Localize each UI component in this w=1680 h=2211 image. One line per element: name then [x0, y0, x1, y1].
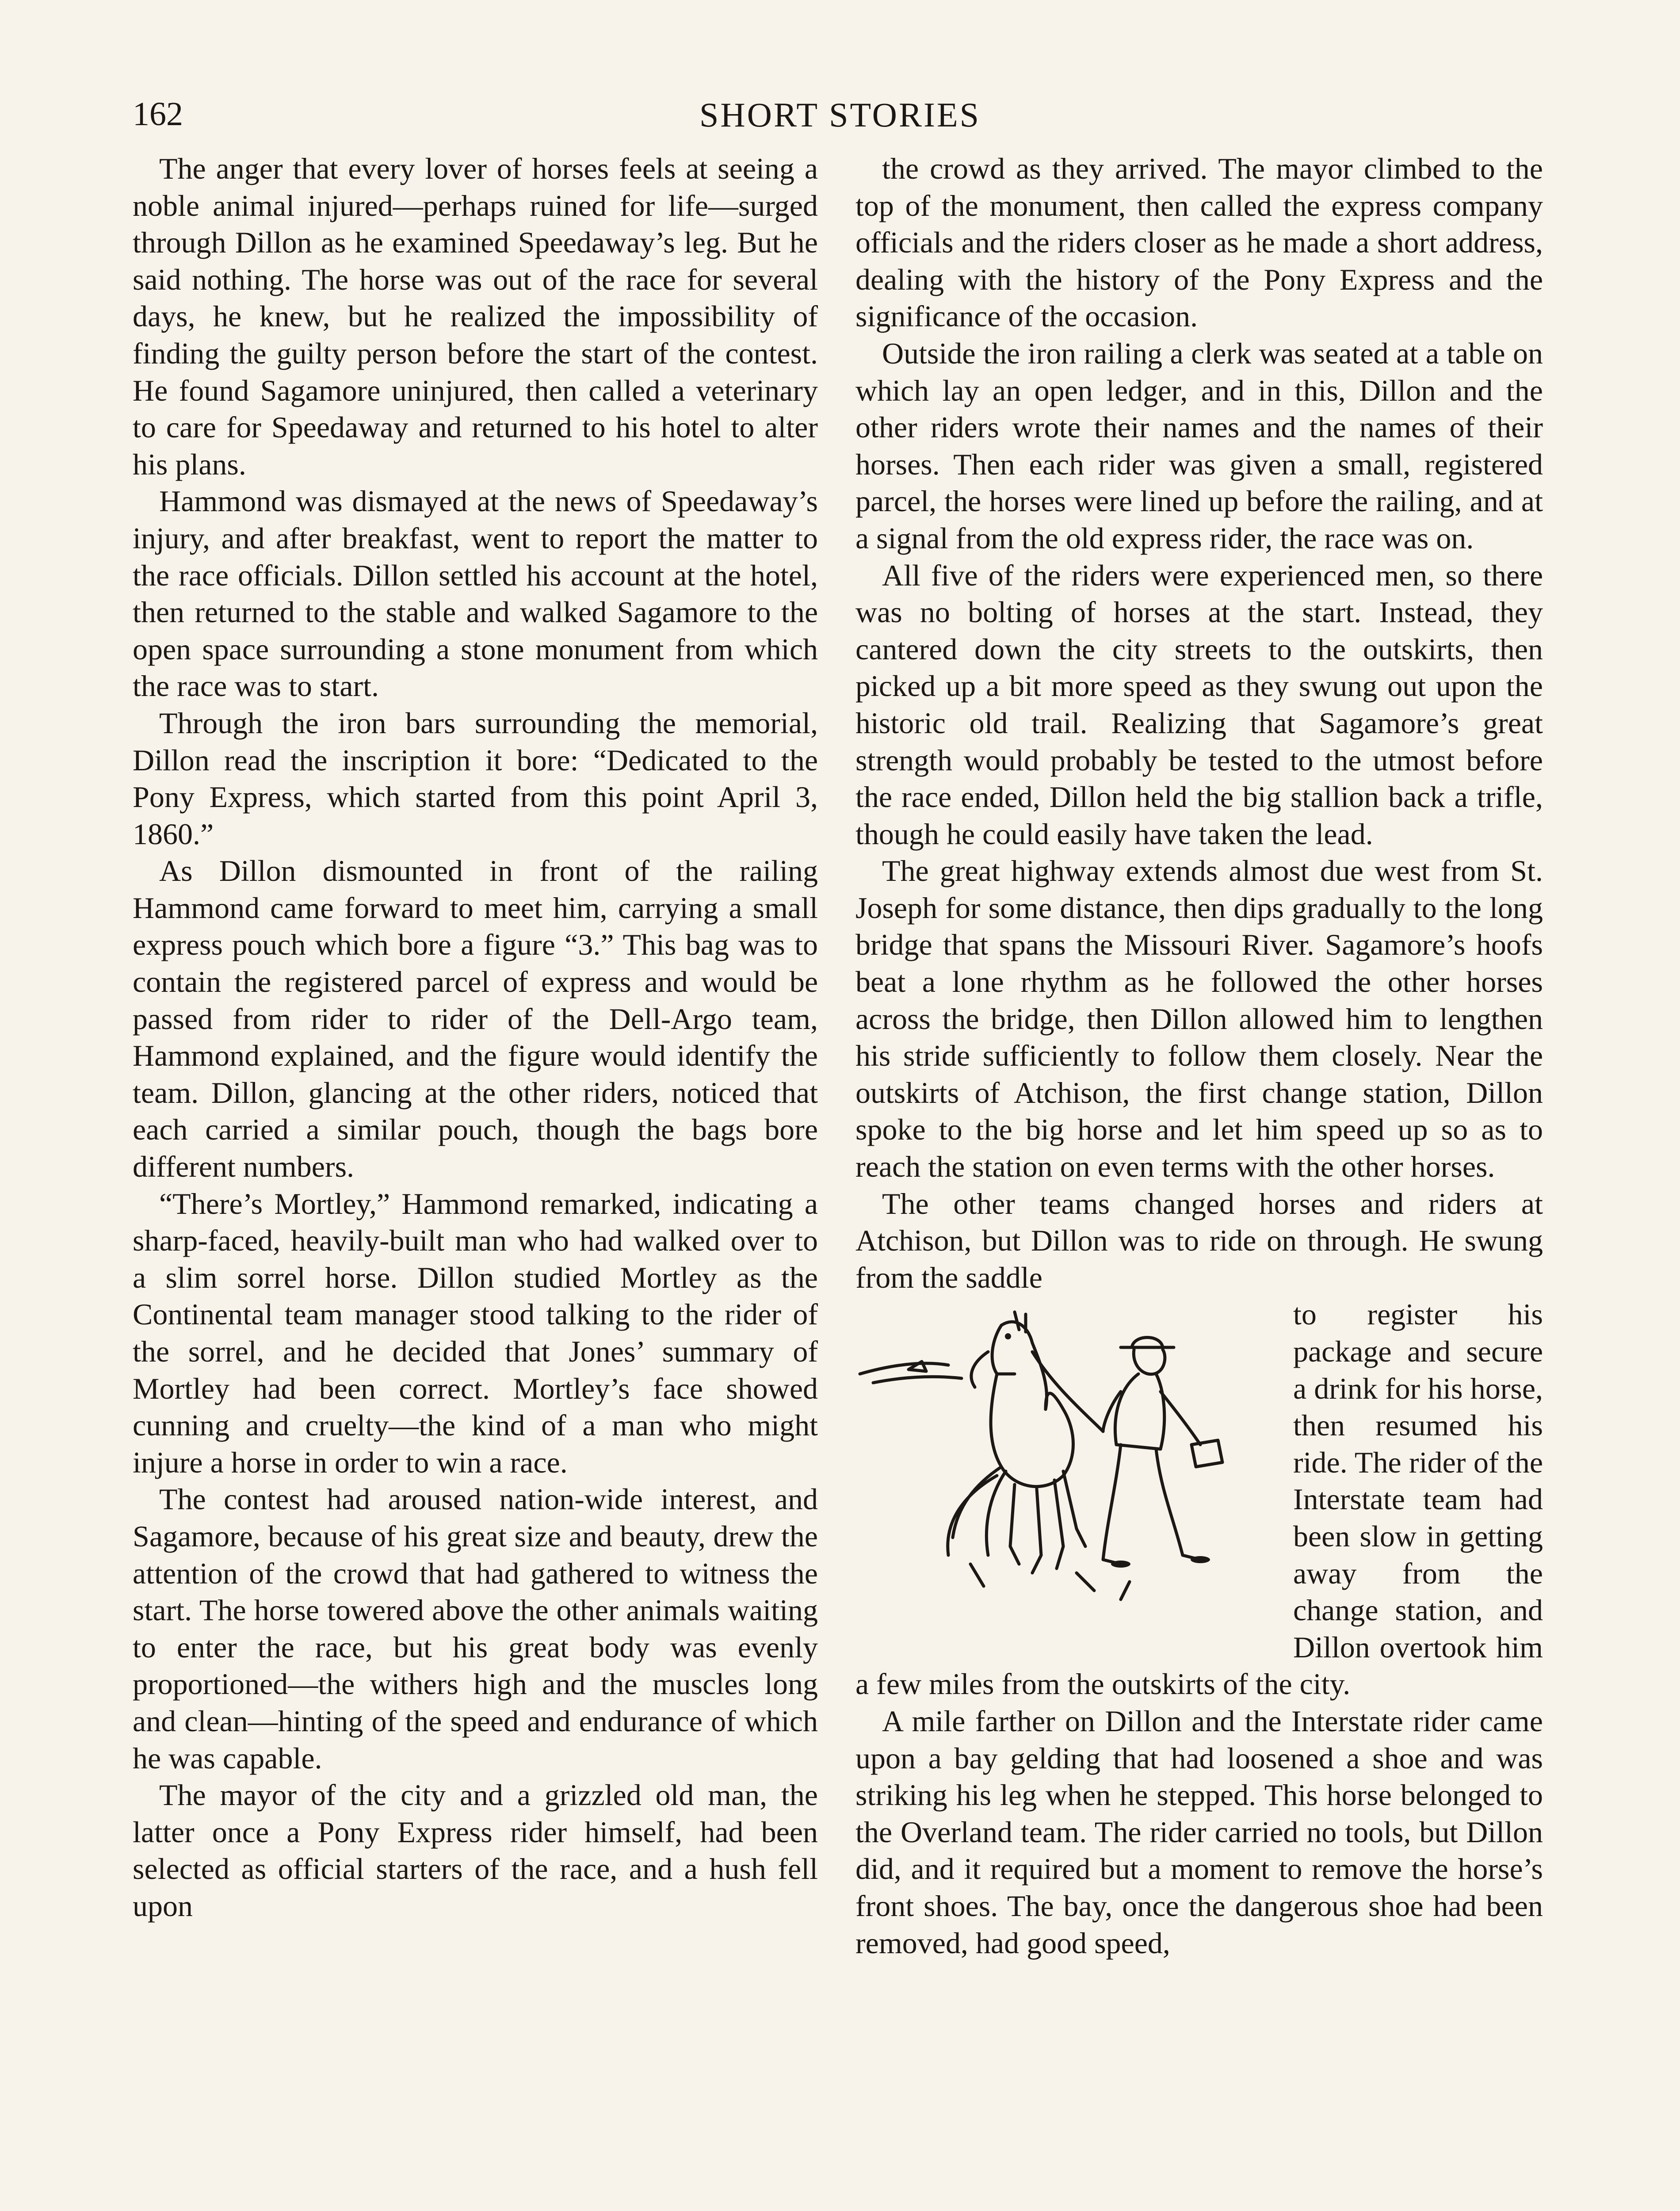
- paragraph: The mayor of the city and a grizzled old man, the latter once a Pony Express rider himself, had been selected as official starters of the race, and a hush fell upon: [133, 1778, 818, 1923]
- paragraph: The other teams changed horses and riders at Atchison, but Dillon was to ride on through. He swung from the saddle: [855, 1186, 1543, 1294]
- horse-and-rider-illustration: [855, 1299, 1275, 1635]
- paragraph: Hammond was dismayed at the news of Speedaway’s injury, and after breakfast, went to report the matter to the race officials. Dillon settled his account at the hotel, then returned to the stable and walked Sagamore to the open space surrounding a stone monument from which the race was to start.: [133, 484, 818, 703]
- paragraph: As Dillon dismounted in front of the railing Hammond came forward to meet him, carrying a small express pouch which bore a figure “3.” This bag was to contain the registered parcel of express and would be passed from rider to rider of the Dell-Argo team, Hammond explained, and the figure would identify the team. Dillon, glancing at the other riders, noticed that each carried a similar pouch, though the bags bore different numbers.: [133, 854, 818, 1184]
- horse-and-rider-drawing: [855, 1299, 1275, 1635]
- paragraph: The contest had aroused nation-wide interest, and Sagamore, because of his great size and beauty, drew the attention of the crowd that had gathered to witness the start. The horse towered above the other animals waiting to enter the race, but his great body was evenly proportioned—the withers high and the muscles long and clean—hinting of the speed and endurance of which he was capable.: [133, 1482, 818, 1775]
- text-column-left: [133, 150, 818, 2211]
- paragraph: Outside the iron railing a clerk was seated at a table on which lay an open ledger, and in this, Dillon and the other riders wrote their names and the names of their horses. Then each rider was given a small, registered parcel, the horses were lined up before the railing, and at a signal from the old express rider, the race was on.: [855, 336, 1543, 555]
- paragraph: All five of the riders were experienced men, so there was no bolting of horses at the start. Instead, they cantered down the city streets to the outskirts, then picked up a bit more speed as they swung out upon the historic old trail. Realizing that Sagamore’s great strength would probably be tested to the utmost before the race ended, Dillon held the big stallion back a trifle, though he could easily have taken the lead.: [855, 558, 1543, 851]
- paragraph: to register his package and secure a drink for his horse, then resumed his ride. The rider of the Interstate team had been slow in getting away from the change station, and Dillon overtook him a few miles from the outskirts of the city.: [855, 1297, 1543, 1701]
- paragraph: The great highway extends almost due west from St. Joseph for some distance, then dips gradually to the long bridge that spans the Missouri River. Sagamore’s hoofs beat a lone rhythm as he followed the other horses across the bridge, then Dillon allowed him to lengthen his stride sufficiently to follow them closely. Near the outskirts of Atchison, the first change station, Dillon spoke to the big horse and let him speed up so as to reach the station on even terms with the other horses.: [855, 854, 1543, 1184]
- paragraph: the crowd as they arrived. The mayor climbed to the top of the monument, then called the express company officials and the riders closer as he made a short address, dealing with the history of the Pony Express and the significance of the occasion.: [855, 152, 1543, 333]
- paragraph: The anger that every lover of horses feels at seeing a noble animal injured—perhaps ruined for life—surged through Dillon as he examined Speedaway’s leg. But he said nothing. The horse was out of the race for several days, he knew, but he realized the impossibility of finding the guilty person before the start of the contest. He found Sagamore uninjured, then called a veterinary to care for Speedaway and returned to his hotel to alter his plans.: [133, 152, 818, 481]
- running-title: SHORT STORIES: [699, 96, 981, 134]
- paragraph: “There’s Mortley,” Hammond remarked, indicating a sharp-faced, heavily-built man who had walked over to a slim sorrel horse. Dillon studied Mortley as the Continental team manager stood talking to the rider of the sorrel, and he decided that Jones’ summary of Mortley had been correct. Mortley’s face showed cunning and cruelty—the kind of a man who might injure a horse in order to win a race.: [133, 1186, 818, 1479]
- page-number: 162: [133, 96, 183, 133]
- paragraph: A mile farther on Dillon and the Interstate rider came upon a bay gelding that had loosened a shoe and was striking his leg when he stepped. This horse belonged to the Overland team. The rider carried no tools, but Dillon did, and it required but a moment to remove the horse’s front shoes. The bay, once the dangerous shoe had been removed, had good speed,: [855, 1704, 1543, 1960]
- text-column-right: [855, 150, 1543, 2211]
- paragraph: Through the iron bars surrounding the memorial, Dillon read the inscription it bore: “Dedicated to the Pony Express, which started from this point April 3, 1860.”: [133, 706, 818, 851]
